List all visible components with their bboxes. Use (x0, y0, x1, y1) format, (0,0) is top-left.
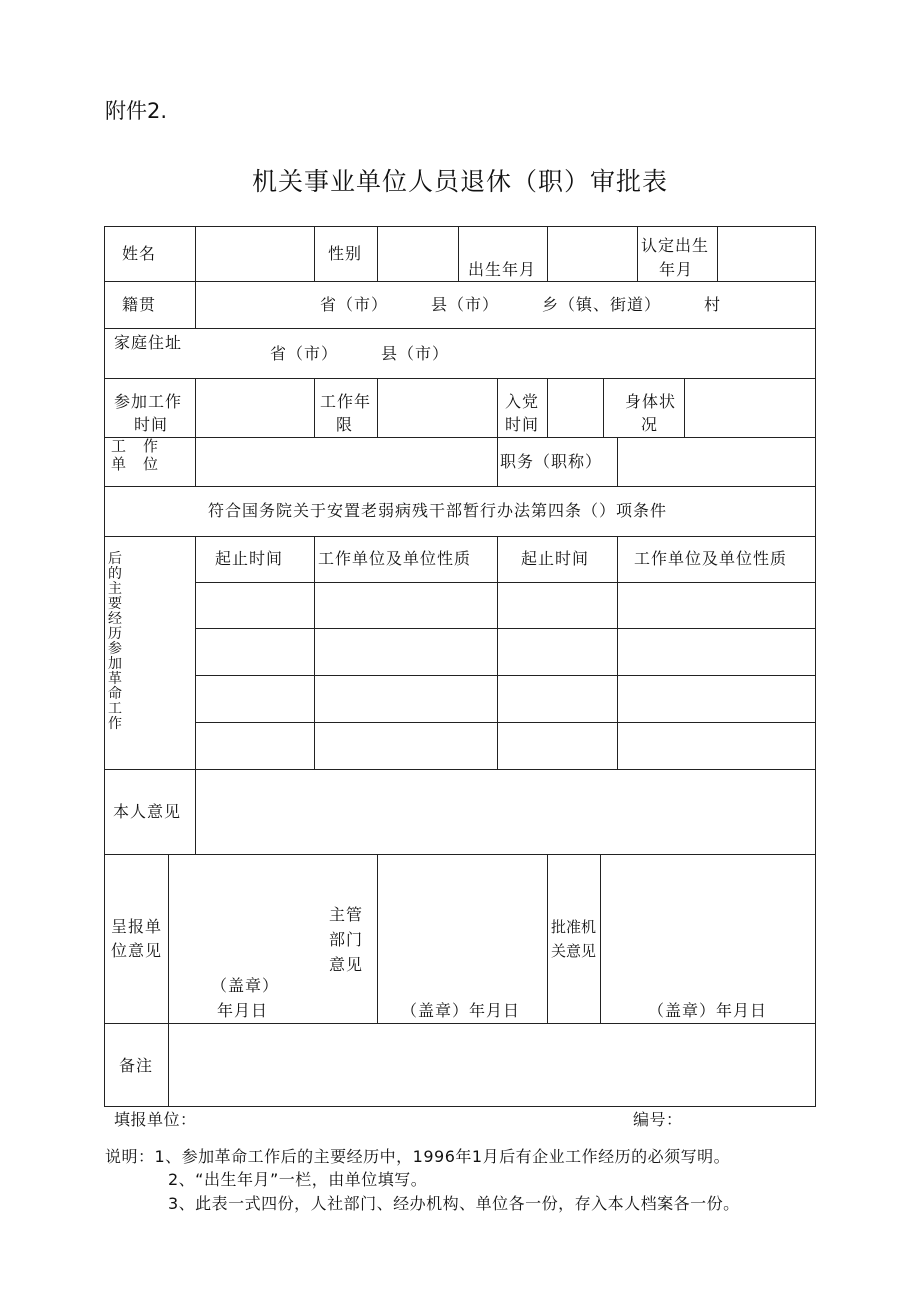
supervising-dept-seal-date: （盖章）年月日 (401, 1001, 521, 1020)
work-unit-label-line2: 单 位 (111, 455, 160, 473)
work-start-label-line2: 时间 (134, 415, 169, 434)
supervising-dept-label-line2: 部门 (329, 930, 364, 949)
party-join-label-line2: 时间 (505, 415, 540, 434)
supervising-dept-label-line1: 主管 (329, 905, 364, 924)
reporting-unit-date: 年月日 (217, 1001, 269, 1020)
history-side-label: 后的主要经历参加革命工作 (108, 551, 122, 732)
col-divider (547, 378, 548, 438)
work-unit-label-line1: 工 作 (111, 437, 160, 455)
col-divider (195, 536, 196, 770)
col-divider (497, 437, 498, 487)
col-divider (168, 854, 169, 1024)
history-row-divider (195, 628, 816, 629)
name-label: 姓名 (122, 244, 157, 263)
row-divider (104, 769, 816, 770)
fill-unit-label: 填报单位： (114, 1110, 197, 1129)
col-divider (617, 536, 618, 770)
reporting-unit-label-line1: 呈报单 (111, 917, 163, 936)
approving-authority-label-line2: 关意见 (551, 942, 597, 960)
history-col-unit-1: 工作单位及单位性质 (318, 549, 472, 568)
row-divider (104, 486, 816, 487)
col-divider (637, 226, 638, 282)
work-years-label-line1: 工作年 (320, 392, 372, 411)
history-col-period-2: 起止时间 (521, 549, 590, 568)
col-divider (314, 226, 315, 282)
approving-authority-seal-date: （盖章）年月日 (648, 1001, 768, 1020)
history-row-divider (195, 582, 816, 583)
health-label-line1: 身体状 (625, 392, 677, 411)
col-divider (195, 378, 196, 438)
col-divider (195, 281, 196, 329)
reporting-unit-label-line2: 位意见 (111, 941, 163, 960)
confirmed-birth-label-line1: 认定出生 (641, 236, 710, 255)
col-divider (547, 226, 548, 282)
row-divider (104, 536, 816, 537)
col-divider (617, 437, 618, 487)
col-divider (684, 378, 685, 438)
history-row-divider (195, 675, 816, 676)
table-border-bottom (104, 1106, 816, 1107)
col-divider (717, 226, 718, 282)
table-border-top (104, 226, 816, 227)
remarks-label: 备注 (119, 1056, 154, 1075)
party-join-label-line1: 入党 (505, 392, 540, 411)
home-address-label: 家庭住址 (114, 333, 183, 352)
col-divider (497, 378, 498, 438)
native-place-fill: 省（市） 县（市） 乡（镇、街道） 村 (320, 295, 722, 314)
reporting-unit-seal: （盖章） (211, 976, 280, 995)
condition-statement: 符合国务院关于安置老弱病残干部暂行办法第四条（）项条件 (208, 501, 668, 520)
supervising-dept-label-line3: 意见 (329, 955, 364, 974)
health-label-line2: 况 (641, 415, 659, 434)
serial-number-label: 编号： (633, 1110, 683, 1129)
col-divider (195, 769, 196, 855)
col-divider (600, 854, 601, 1024)
row-divider (104, 328, 816, 329)
gender-label: 性别 (328, 244, 363, 263)
note-3: 3、此表一式四份，人社部门、经办机构、单位各一份，存入本人档案各一份。 (168, 1194, 740, 1213)
col-divider (603, 378, 604, 438)
table-border-left (104, 226, 105, 1107)
col-divider (168, 1023, 169, 1107)
col-divider (377, 854, 378, 1024)
confirmed-birth-label-line2: 年月 (659, 260, 694, 279)
personal-opinion-label: 本人意见 (113, 802, 182, 821)
position-label: 职务（职称） (500, 452, 603, 471)
attachment-label: 附件2. (105, 99, 168, 123)
approving-authority-label-line1: 批准机 (551, 918, 597, 936)
row-divider (104, 378, 816, 379)
history-col-period-1: 起止时间 (215, 549, 284, 568)
col-divider (497, 536, 498, 770)
row-divider (104, 1023, 816, 1024)
col-divider (458, 226, 459, 282)
col-divider (195, 437, 196, 487)
col-divider (547, 854, 548, 1024)
history-row-divider (195, 722, 816, 723)
form-title: 机关事业单位人员退休（职）审批表 (251, 167, 668, 196)
row-divider (104, 437, 816, 438)
note-2: 2、“出生年月”一栏，由单位填写。 (168, 1170, 428, 1189)
work-start-label-line1: 参加工作 (114, 392, 183, 411)
native-place-label: 籍贯 (122, 295, 157, 314)
col-divider (314, 536, 315, 770)
row-divider (104, 281, 816, 282)
table-border-right (815, 226, 816, 1107)
col-divider (195, 226, 196, 282)
home-address-fill: 省（市） 县（市） (270, 344, 450, 363)
history-col-unit-2: 工作单位及单位性质 (634, 549, 788, 568)
col-divider (377, 226, 378, 282)
col-divider (377, 378, 378, 438)
col-divider (314, 378, 315, 438)
work-years-label-line2: 限 (336, 415, 354, 434)
birth-date-label: 出生年月 (468, 260, 537, 279)
note-1: 说明：1、参加革命工作后的主要经历中，1996年1月后有企业工作经历的必须写明。 (105, 1147, 731, 1166)
row-divider (104, 854, 816, 855)
